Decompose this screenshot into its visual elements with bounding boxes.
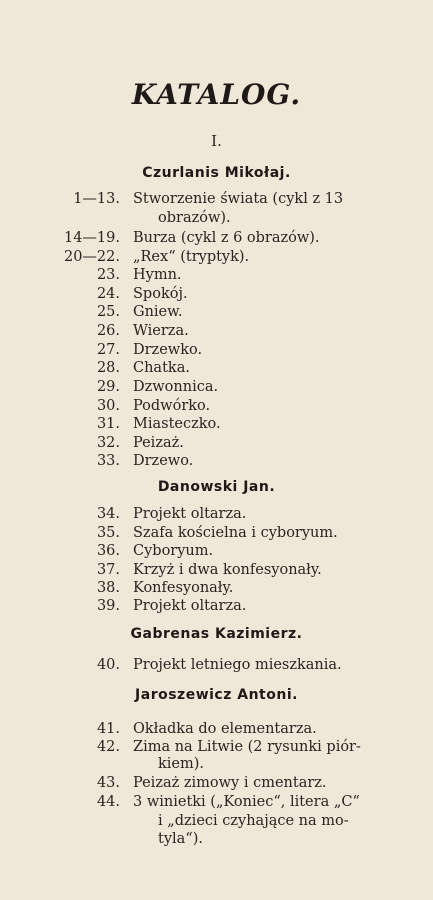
entry-title: Podwórko. [133, 398, 211, 414]
catalog-entry [0, 773, 433, 793]
entry-title: Projekt oltarza. [133, 506, 247, 522]
catalog-entry [0, 321, 433, 341]
catalog-entry [0, 560, 433, 580]
entry-number: 1—13. [73, 191, 120, 207]
entry-title: Zima na Litwie (2 rysunki piór- [133, 739, 361, 755]
entry-title-continuation: tyla“). [158, 831, 203, 847]
catalog-entry [0, 719, 433, 739]
catalog-entry [0, 358, 433, 378]
entry-number: 40. [96, 657, 120, 673]
entry-number: 20—22. [63, 249, 120, 265]
catalog-entry [0, 284, 433, 304]
catalog-entry [0, 396, 433, 416]
entry-number: 27. [96, 342, 120, 358]
entry-number: 42. [96, 739, 120, 755]
catalog-title: KATALOG. [131, 78, 302, 111]
entry-title: Cyboryum. [133, 543, 214, 559]
entry-number: 31. [96, 416, 120, 432]
entry-title: Burza (cykl z 6 obrazów). [133, 230, 320, 246]
entry-number: 28. [96, 360, 120, 376]
entry-title: Konfesyonały. [133, 580, 234, 596]
entry-title: Okładka do elementarza. [133, 721, 317, 737]
entry-title-continuation: obrazów). [158, 210, 231, 226]
catalog-entry [0, 655, 433, 675]
entry-title: Krzyż i dwa konfesyonały. [133, 562, 322, 578]
artist-heading: Danowski Jan. [157, 479, 276, 495]
catalog-entry [0, 247, 433, 267]
entry-number: 23. [96, 267, 120, 283]
entry-number: 32. [96, 435, 120, 451]
entry-title: 3 winietki („Koniec“, litera „C“ [133, 794, 360, 810]
entry-title: Dzwonnica. [133, 379, 219, 395]
catalog-entry [0, 792, 433, 812]
catalog-entry [0, 504, 433, 524]
entry-title: Gniew. [133, 304, 183, 320]
catalog-entry [0, 596, 433, 616]
catalog-entry [0, 433, 433, 453]
catalog-entry [0, 265, 433, 285]
artist-heading: Jaroszewicz Antoni. [135, 687, 298, 703]
entry-number: 29. [96, 379, 120, 395]
entry-number: 30. [96, 398, 120, 414]
entry-number: 36. [96, 543, 120, 559]
catalog-entry [0, 377, 433, 397]
artist-heading: Czurlanis Mikołaj. [142, 165, 291, 181]
catalog-entry [0, 189, 433, 209]
entry-title: Spokój. [133, 286, 188, 302]
entry-number: 25. [96, 304, 120, 320]
entry-number: 44. [96, 794, 120, 810]
entry-title: Projekt oltarza. [133, 598, 247, 614]
entry-number: 35. [96, 525, 120, 541]
catalog-entry [0, 541, 433, 561]
catalog-entry [0, 414, 433, 434]
artist-heading: Gabrenas Kazimierz. [130, 626, 303, 642]
entry-title: Szafa kościelna i cyboryum. [133, 525, 338, 541]
entry-number: 24. [96, 286, 120, 302]
entry-number: 33. [96, 453, 120, 469]
entry-title: Chatka. [133, 360, 190, 376]
entry-title-continuation: kiem). [158, 756, 205, 772]
entry-number: 34. [96, 506, 120, 522]
catalog-entry [0, 451, 433, 471]
entry-title: Hymn. [133, 267, 182, 283]
entry-number: 37. [96, 562, 120, 578]
catalog-entry [0, 340, 433, 360]
catalog-entry [0, 578, 433, 598]
catalog-entry [0, 737, 433, 757]
entry-title: Projekt letniego mieszkania. [133, 657, 342, 673]
entry-number: 14—19. [63, 230, 120, 246]
entry-number: 39. [96, 598, 120, 614]
catalog-entry [0, 228, 433, 248]
entry-title: Peizaż. [133, 435, 184, 451]
entry-title: Miasteczko. [133, 416, 221, 432]
entry-number: 38. [96, 580, 120, 596]
entry-number: 41. [96, 721, 120, 737]
entry-title: „Rex“ (tryptyk). [133, 249, 250, 265]
entry-title: Drzewko. [133, 342, 203, 358]
entry-title: Peizaż zimowy i cmentarz. [133, 775, 327, 791]
section-number: I. [211, 132, 222, 150]
entry-title: Wierza. [133, 323, 189, 339]
catalog-entry [0, 523, 433, 543]
entry-title: Stworzenie świata (cykl z 13 [133, 191, 344, 207]
entry-title-continuation: i „dzieci czyhające na mo- [158, 813, 349, 829]
entry-number: 43. [96, 775, 120, 791]
entry-number: 26. [96, 323, 120, 339]
entry-title: Drzewo. [133, 453, 194, 469]
catalog-entry [0, 302, 433, 322]
